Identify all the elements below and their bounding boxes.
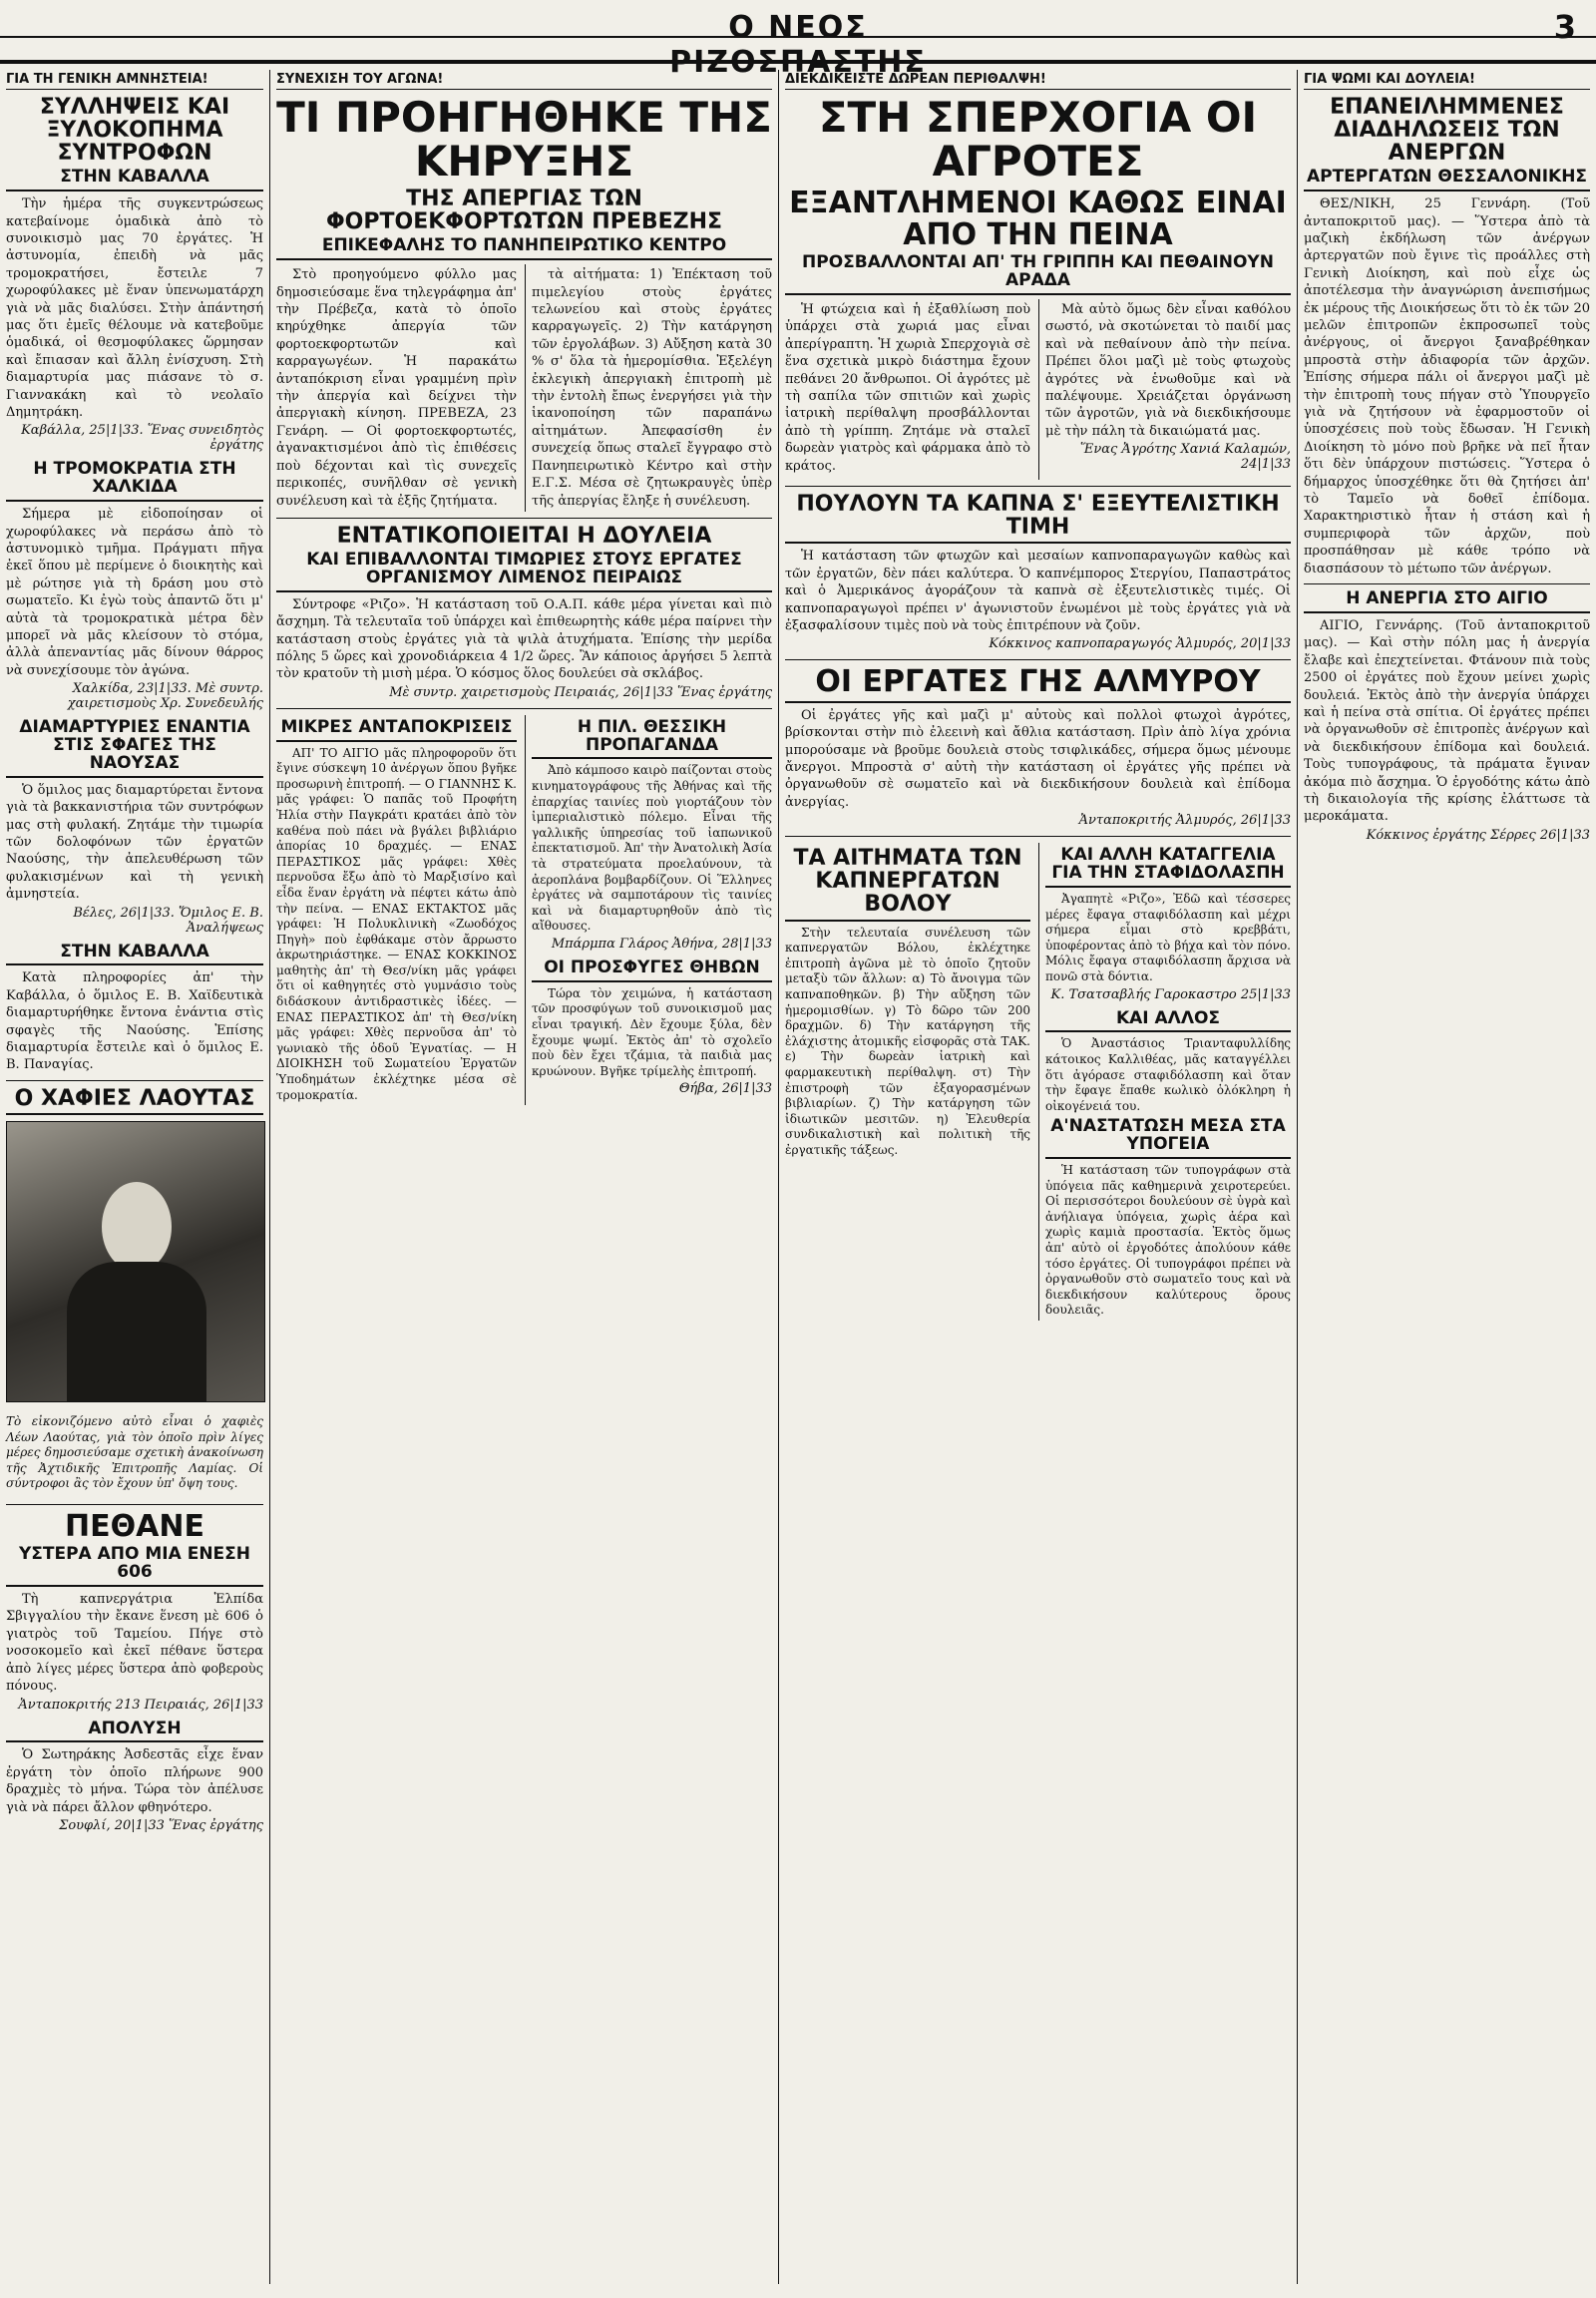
col3-mid-headline: ΠΟΥΛΟΥΝ ΤΑ ΚΑΠΝΑ Σ' ΕΞΕΥΤΕΛΙΣΤΙΚΗ ΤΙΜΗ [785,493,1291,544]
col2-mid-signature: Μὲ συντρ. χαιρετισμοὺς Πειραιάς, 26|1|33 Ἕνας ἐργάτης [389,684,772,700]
informer-photo [6,1121,265,1402]
col3-divider-3 [785,836,1291,837]
col1-headline: ΣΥΛΛΗΨΕΙΣ ΚΑΙ ΞΥΛΟΚΟΠΗΜΑ ΣΥΝΤΡΟΦΩΝ [39,95,230,167]
col1-kicker: ΓΙΑ ΤΗ ΓΕΝΙΚΗ ΑΜΝΗΣΤΕΙΑ! [6,72,263,90]
col2-ref-body: Τώρα τὸν χειμώνα, ἡ κατάσταση τῶν προσφύγων τοῦ συνοικισμοῦ μας εἶναι τραγική. Δὲν ἔχουμε ξύλα, δὲν ἔχουμε ψωμί. Ἐκτὸς ἀπ' τὸ σχολεῖο ποὺ δὲν ἔχει τζάμια, τὰ παιδιὰ μας κρυώνουν. Βγῆκε τρίμελὴς ἐπιτροπή. [532,985,772,1078]
col1-signature-3: Βέλες, 26|1|33. Ὅμιλος Ε. Β. Ἀναλήψεως [73,905,263,936]
col1-died-subhead: ΥΣΤΕΡΑ ΑΠΟ ΜΙΑ ΕΝΕΣΗ 606 [6,1546,263,1587]
col2-corr-body: ΑΠ' ΤΟ ΑΙΓΙΟ μᾶς πληροφοροῦν ὅτι ἔγινε σύσκεψη 10 ἀνέργων ὅπου βγῆκε προσωρινὴ ἐπιτροπή. — Ο ΓΙΑΝΝΗΣ Κ. μᾶς γράφει: Ὁ παπᾶς τοῦ Προφήτη Ἠλία στὴν Παγκράτι κρατάει ἀπὸ τὸν καθένα ποὺ πάει νὰ βγάλει βιβλιάριο ἀπορίας 10 δραχμές. — ΕΝΑΣ ΠΕΡΑΣΤΙΚΟΣ μᾶς γράφει: Χθὲς περνοῦσα ἔξω ἀπὸ τὸ Μαρξισίνο καὶ εἶδα ἕναν ἐργάτη νὰ πέφτει κάτω ἀπὸ τὴν πείνα. — ΕΝΑΣ ΕΚΤΑΚΤΟΣ μᾶς γράφει: Ἡ Πολυκλινικὴ «Ζωοδόχος Πηγὴ» ποὺ ἐφθάκαμε στὸν ἄρρωστο ἀκρωτηριάστηκε. — ΕΝΑΣ ΚΟΚΚΙΝΟΣ μαθητὴς ἀπ' τὴ Θεσ/νίκη μᾶς γράφει ὅτι οἱ καθηγητές στὸ γυμνάσιο τοὺς διδάσκουν ἀντιδραστικὲς ἰδέες. — ΕΝΑΣ ΠΕΡΑΣΤΙΚΟΣ ἀπ' τὴ Θεσ/νίκη μᾶς γράφει: Χθὲς περνοῦσα ἀπ' τὸ γωνιακὸ τῆς ὁδοῦ Ἐγνατίας. — Η ΔΙΟΙΚΗΣΗ τοῦ Σωματείου Ἐργατῶν Ὑποδημάτων ἐκλέχτηκε μέσα σὲ τρομοκρατία. [276,745,517,1102]
col2-prop-headline: Η ΠΙΛ. ΘΕΣΣΙΚΗ ΠΡΟΠΑΓΑΝΔΑ [532,719,772,760]
col4-subhead: ΑΡΤΕΡΓΑΤΩΝ ΘΕΣΣΑΛΟΝΙΚΗΣ [1304,169,1590,192]
col4-signature-b: Κόκκινος ἐργάτης Σέρρες 26|1|33 [1366,827,1590,843]
col2-split-2 [276,715,772,1106]
page-number: 3 [1553,8,1576,46]
col3-print-headline: Α'ΝΑΣΤΑΤΩΣΗ ΜΕΣΑ ΣΤΑ ΥΠΟΓΕΙΑ [1045,1118,1291,1159]
col4-body-a: ΘΕΣ/ΝΙΚΗ, 25 Γεννάρη. (Τοῦ ἀνταποκριτοῦ μας). — Ὕστερα ἀπὸ τὰ μαζικὴ ἐκδήλωση τῶν ἀνέργων ἀρτεργατῶν ποὺ ἔγινε τὶς προάλλες στὴ Γενικὴ Διοίκηση, καὶ ποὺ εἶχε ὡς ἀποτέλεσμα τὴν ἀναγνώριση ἀνεπισήμως ἐκ μέρους τῆς Διοικήσεως ὅτι τὸ ἐκ τῶν 20 μελῶν ἐπιτροπῶν ἐκπροσωπεῖ τοὺς ἀνέργους, οἱ ἄνεργοι ξαναβρέθηκαν μπροστὰ στὴν ἀδιαφορία τῶν ἀρχῶν. Ἐπίσης σήμερα πάλι οἱ ἄνεργοι μαζὶ μὲ τὴν ἐπιτροπὴ τους πήγαν στὸ Ὑπουργεῖο γιὰ νὰ ζητήσουν νὰ ἐφαρμοστοῦν οἱ ὑποσχέσεις ποὺ τοὺς ἔδωσαν. Ἡ Γενικὴ Διοίκηση τὸ μόνο ποὺ βρῆκε νὰ πεῖ ἦταν ὅτι δὲν ὑπάρχουν πιστώσεις. Ὕστερα ὁ δήμαρχος ὑποσχέθηκε ὅτι θὰ ζητήσει ἀπ' τὸ Ταμεῖο νὰ δοθεῖ ἐπίδομα. Χαρακτηριστικὸ ἦταν ἡ στάση καὶ ἡ συμπεριφορὰ τῶν ἀρχῶν, ποὺ προσπάθησαν μὲ κάθε τρόπο νὰ διασπάσουν τὸ μέτωπο τῶν ἀνέργων. [1304,196,1590,576]
col3-demands-body: Στὴν τελευταία συνέλευση τῶν καπνεργατῶν Βόλου, ἐκλέχτηκε ἐπιτροπὴ ἀγῶνα μὲ τὸ ὁποῖο ζητοῦν μεταξὺ τῶν ἄλλων: α) Τὸ ἄνοιγμα τῶν καπναποθηκῶν. β) Τὴν αὔξηση τῶν ἡμερομισθίων. γ) Τὸ δῶρο τῶν 200 δραχμῶν. δ) Τὴν κατάργηση τῆς ἐλάχιστης ἀτομικῆς εἰσφορᾶς στὰ ΤΑΚ. ε) Τὴν δωρεὰν ἰατρικὴ καὶ φαρμακευτικὴ περίθαλψη. στ) Τὴν ἐπιστροφὴ τῶν ἐξαγορασμένων βιβλιαρίων. ζ) Τὴν κατάργηση τῶν ἰδιωτικῶν μεσιτῶν. η) Ἐλευθερία συνδικαλιστικὴ καὶ πολιτικὴ τῆς ἐργατικῆς τάξεως. [785,925,1030,1157]
col3-body-a: Ἡ φτώχεια καὶ ἡ ἐξαθλίωση ποὺ ὑπάρχει στὰ χωριά μας εἶναι ἀπερίγραπτη. Ἡ χωριὰ Σπερχογιὰ σὲ ἕνα σχετικὰ μικρὸ διάστημα ἔχουν πεθάνει 20 ἄνθρωποι. Οἱ ἀγρότες μὲ τὴ σαπίλα τῶν σπιτιῶν καὶ χωρὶς ἰατρικὴ περίθαλψη προσβάλλονται ἀπὸ τὴ γρίππη. Ζητάμε νὰ σταλεῖ δωρεὰν γιατρὸς καὶ φάρμακα ἀπὸ τὸ κράτος. [785,301,1030,474]
col3-tobacco-signature: Κ. Τσατσαβλής Γαροκαστρο 25|1|33 [1050,986,1291,1002]
col3-workers-signature: Ἀνταποκριτής Ἀλμυρός, 26|1|33 [1078,813,1291,829]
col1-photo-caption: Τὸ εἰκονιζόμενο αὐτὸ εἶναι ὁ χαφιὲς Λέων Λαούτας, γιὰ τὸν ὁποῖο πρὶν λίγες μέρες δημοσιεύσαμε σχετικὴ ἀνακοίνωση τῆς Ἀχτιδικῆς Ἐπιτροπῆς Λαμίας. Οἱ σύντροφοι ἂς τὸν ἔχουν ὑπ' ὄψη τους. [6,1413,263,1491]
col4-section-2: Η ΑΝΕΡΓΙΑ ΣΤΟ ΑΙΓΙΟ [1304,590,1590,613]
col3-body-b: Μὰ αὐτὸ ὅμως δὲν εἶναι καθόλου σωστό, νὰ σκοτώνεται τὸ παιδί μας καὶ νὰ πεθαίνουν ἀπὸ τὴν πείνα. Πρέπει ὅλοι μαζὶ μὲ τοὺς φτωχοὺς ἀγρότες νὰ ἑνωθοῦμε καὶ νὰ παλέψουμε. Χρειάζεται ὀργάνωση τῶν ἀγροτῶν, γιὰ νὰ διεκδικήσουμε μὲ τὴν πάλη τὰ δικαιώματά μας. [1045,301,1291,439]
col1-section-2: Η ΤΡΟΜΟΚΡΑΤΙΑ ΣΤΗ ΧΑΛΚΙΔΑ [6,461,263,502]
col2-mid-headline: ΕΝΤΑΤΙΚΟΠΟΙΕΙΤΑΙ Η ΔΟΥΛΕΙΑ [336,523,712,549]
col1-body-4: Κατὰ πληροφορίες ἀπ' τὴν Καβάλλα, ὁ ὅμιλος Ε. Β. Χαϊδευτικὰ διαμαρτυρήθηκε ἔντονα ἐνάντια στὶς σφαγὲς τῆς Ναούσης. Ἐπίσης διαμαρτυρία ἔστειλε καὶ ὁ ὅμιλος Ε. Β. Παναγίας. [6,970,263,1073]
col1-divider-2 [6,1504,263,1505]
col3-also-headline: ΚΑΙ ΑΛΛΟΣ [1045,1010,1291,1033]
col1-body-1: Τὴν ἡμέρα τῆς συγκεντρώσεως κατεβαίνομε ὁμαδικὰ ἀπὸ τὸ συνοικισμὸ μας 70 ἐργάτες. Ἡ ἀστυνομία, ἐπειδὴ νὰ μᾶς τρομοκρατήσει, ἔστειλε 7 χωροφύλακες μὲ ἕναν ὑπενωματάρχη γιὰ νὰ μᾶς διαλύσει. Στὴν ἀπάντησή μας ὅτι ἐμεῖς θέλουμε νὰ κατεβοῦμε ὁμαδικά, οἱ θεσμοφύλακες ὥρμησαν καὶ ἔπιασαν καὶ ἄλλη ἐνίσχυση. Στὴ διαμαρτυρία μας πιάσανε τὸ σ. Γιαννακάκη καὶ τὸ νεολαῖο Δημητράκη. [6,196,263,420]
col3-demands-headline: ΤΑ ΑΙΤΗΜΑΤΑ ΤΩΝ ΚΑΠΝΕΡΓΑΤΩΝ ΒΟΛΟΥ [785,847,1030,921]
masthead-title: Ο ΝΕΟΣ ΡΙΖΟΣΠΑΣΤΗΣ [669,10,927,80]
col3-also-body: Ὁ Ἀναστάσιος Τριανταφυλλίδης κάτοικος Καλλιθέας, μᾶς καταγγέλλει ὅτι ἀγόρασε σταφιδόλασπη καὶ ὅταν τὴν ἔφαγε ἔπαθε κωλικὸ ὁλόκληρη ἡ οἰκογένειά του. [1045,1036,1291,1113]
col2-corr-headline: ΜΙΚΡΕΣ ΑΝΤΑΠΟΚΡΙΣΕΙΣ [276,719,517,742]
col3-subhead: ΠΡΟΣΒΑΛΛΟΝΤΑΙ ΑΠ' ΤΗ ΓΡΙΠΠΗ ΚΑΙ ΠΕΘΑΙΝΟΥΝ ΑΡΑΔΑ [785,254,1291,295]
col3-headline-2: ΕΞΑΝΤΛΗΜΕΝΟΙ ΚΑΘΩΣ ΕΙΝΑΙ ΑΠΟ ΤΗΝ ΠΕΙΝΑ [789,186,1287,252]
col3-workers-body: Οἱ ἐργάτες γῆς καὶ μαζὶ μ' αὐτοὺς καὶ πολλοὶ φτωχοὶ ἀγρότες, βρίσκονται στὴν πιὸ ἐλεεινὴ καὶ ἄθλια κατάσταση. Πρὶν ἀπὸ λίγα χρόνια μπορούσαμε νὰ βροῦμε δουλειὰ στοὺς τσιφλικάδες, σήμερα ὅμως μένουμε ἄνεργοι. Μπροστὰ σ' αὐτὴ τὴν κατάσταση οἱ ἐργάτες γῆς πρέπει νὰ ὀργανωθοῦν σὲ σωματεῖο καὶ νὰ διεκδικήσουν δουλειὰ καὶ ἐπίδομα ἀνεργίας. [785,707,1291,810]
column-3 [778,70,1297,2284]
col1-signature-2: Χαλκίδα, 23|1|33. Μὲ συντρ. χαιρετισμοὺς Χρ. Συνεδευλής [67,681,263,712]
photo-body-shape [67,1262,206,1401]
col3-split-1 [785,299,1291,480]
col2-ref-headline: ΟΙ ΠΡΟΣΦΥΓΕΣ ΘΗΒΩΝ [532,959,772,982]
col2-body-a: Στὸ προηγούμενο φύλλο μας δημοσιεύσαμε ἕνα τηλεγράφημα ἀπ' τὴν Πρέβεζα, κατὰ τὸ ὁποῖο κηρύχθηκε ἀπεργία τῶν φορτοεκφορτωτῶν καὶ καρραγωγέων. Ἡ παρακάτω ἀνταπόκριση εἶναι γραμμένη πρὶν τὴν ἀπεργία καὶ δείχνει τὴν ἀπεργιακὴ κίνηση. ΠΡΕΒΕΖΑ, 23 Γενάρη. — Οἱ φορτοεκφορτωτές, ἀγανακτισμένοι ἀπὸ τὶς ἐπιθέσεις ποὺ δέχονται καὶ τὶς συνεχεῖς περικοπές, συνῆλθαν σὲ γενικὴ συνέλευση καὶ τὰ ἐξῆς ζητήματα. [276,267,517,509]
col1-section-4: ΣΤΗΝ ΚΑΒΑΛΛΑ [6,944,263,966]
col4-kicker: ΓΙΑ ΨΩΜΙ ΚΑΙ ΔΟΥΛΕΙΑ! [1304,72,1590,90]
col1-fired-body: Ὁ Σωτηράκης Ἀσδεστᾶς εἶχε ἕναν ἐργάτη τὸν ὁποῖο πλήρωνε 900 δραχμὲς τὸ μήνα. Τώρα τὸν ἀπέλυσε γιὰ νὰ πάρει ἄλλον φθηνότερο. [6,1747,263,1815]
col2-kicker: ΣΥΝΕΧΙΣΗ ΤΟΥ ΑΓΩΝΑ! [276,72,772,90]
col3-mid-signature: Κόκκινος καπνοπαραγωγός Ἀλμυρός, 20|1|33 [989,636,1291,652]
col2-prop-body: Ἀπὸ κάμποσο καιρὸ παίζονται στοὺς κινηματογράφους τῆς Ἀθήνας καὶ τῆς ἐπαρχίας ταινίες ποὺ γιορτάζουν τὸν ἰμπεριαλιστικὸ πόλεμο. Εἶναι τῆς γαλλικῆς ὑπηρεσίας τοῦ ἰαπωνικοῦ ἐπεκτατισμοῦ. Ἀπ' τὴν Ἀνατολικὴ Ἀσία τὰ στρατεύματα προελαύνουν, τὰ ἀεροπλάνα βομβαρδίζουν. Οἱ Ἕλληνες ἐργάτες νὰ σαμποτάρουν τὶς ταινίες καὶ νὰ διαμαρτυρηθοῦν ἀπὸ τὶς αἴθουσες. [532,763,772,934]
col1-fired-signature: Σουφλί, 20|1|33 Ἕνας ἐργάτης [59,1817,263,1833]
col3-mid-body: Ἡ κατάσταση τῶν φτωχῶν καὶ μεσαίων καπνοπαραγωγῶν καθὼς καὶ τῶν ἐργατῶν, δὲν πάει καλύτερα. Ὁ καπνέμπορος Στεργίου, Παπαστράτος καὶ ὁ Ἀμερικάνος ἀγοράζουν τὰ καπνὰ σὲ ἐξευτελιστικὲς τιμές. Οἱ καπνοπαραγωγοὶ πρέπει ν' ἀγωνιστοῦν ἑνωμένοι μὲ τοὺς ἐργάτες γιὰ νὰ ἐξασφαλίσουν τιμὲς ποὺ νὰ τοὺς ἐπιτρέπουν νὰ ζοῦν. [785,549,1291,633]
col3-signature-a: Ἕνας Ἀγρότης Χανιά Καλαμών, 24|1|33 [1079,442,1291,473]
col2-mid-subhead: ΚΑΙ ΕΠΙΒΑΛΛΟΝΤΑΙ ΤΙΜΩΡΙΕΣ ΣΤΟΥΣ ΕΡΓΑΤΕΣ ΟΡΓΑΝΙΣΜΟΥ ΛΙΜΕΝΟΣ ΠΕΙΡΑΙΩΣ [276,552,772,592]
col1-body-3: Ὁ ὅμιλος μας διαμαρτύρεται ἔντονα γιὰ τὰ βακκανιστήρια τῶν συντρόφων μας στὴ φυλακή. Ζητάμε τὴν τιμωρία τῶν δολοφόνων τῶν ἐργατῶν Ναούσης, τὴν ἀπελευθέρωση τῶν φυλακισμένων καὶ τὴ γενικὴ ἀμνηστεία. [6,782,263,903]
col2-divider [276,518,772,519]
col2-ref-signature: Θήβα, 26|1|33 [678,1081,772,1097]
col3-tobacco-headline: ΚΑΙ ΑΛΛΗ ΚΑΤΑΓΓΕΛΙΑ ΓΙΑ ΤΗΝ ΣΤΑΦΙΔΟΛΑΣΠΗ [1045,847,1291,888]
col2-body-b: τὰ αἰτήματα: 1) Ἐπέκταση τοῦ πιμελεγίου στοὺς ἐργάτες τελωνείου καὶ στοὺς ἐργάτες καρραγωγεῖς. 2) Τὴν κατάργηση τῶν ἐργολάβων. 3) Αὔξηση κατὰ 30 % σ' ὅλα τὰ ἡμερομίσθια. Ἐξελέγη ἐκλεγικὴ ἀπεργιακὴ ἐπιτροπὴ μὲ τὴν ἐντολὴ ἔπως ἐνεργήσει γιὰ τὴν ἱκανοποίηση τῶν παραπάνω αἰτημάτων. Ἀπεφασίσθη ἐν συνεχείᾳ ὅπως σταλεῖ ἔγγραφο στὸ Πανηπειρωτικὸ Κέντρο καὶ στὴν Ε.Γ.Σ. Μέσα σὲ ζητωκραυγὲς ὑπὲρ τῆς ἀπεργίας ἔληξε ἡ συνέλευση. [532,267,772,509]
col3-print-body: Ἡ κατάσταση τῶν τυπογράφων στὰ ὑπόγεια πᾶς καθημερινὰ χειροτερεύει. Οἱ περισσότεροι δουλεύουν σὲ ὑγρὰ καὶ ἀνήλιαγα ὑπόγεια, χωρὶς ἀέρα καὶ χωρὶς καμιὰ προστασία. Ἐκτὸς ὅμως ἀπ' αὐτὸ οἱ ἐργοδότες ἀπολύουν κάθε τόσο ἐργάτες. Οἱ τυπογράφοι πρέπει νὰ ὀργανωθοῦν στὸ σωματεῖο τους καὶ νὰ διεκδικήσουν καλύτερους ὅρους δουλειᾶς. [1045,1163,1291,1318]
photo-head-shape [102,1182,172,1272]
col1-divider [6,1080,263,1081]
col3-headline: ΣΤΗ ΣΠΕΡΧΟΓΙΑ ΟΙ ΑΓΡΟΤΕΣ [818,93,1258,187]
col1-section-3: ΔΙΑΜΑΡΤΥΡΙΕΣ ΕΝΑΝΤΙΑ ΣΤΙΣ ΣΦΑΓΕΣ ΤΗΣ ΝΑΟΥΣΑΣ [6,719,263,778]
col2-mid-body: Σύντροφε «Ριζο». Ἡ κατάσταση τοῦ Ο.Α.Π. κάθε μέρα γίνεται καὶ πιὸ ἄσχημη. Τὰ τελευταῖα τοῦ ὑπάρχει καὶ ἐπιθεωρητὴς κάθε μέρα παίρνει τὴν κατάσταση στοὺς ἐργάτες γιὰ τὰ ψιλὰ ἀτυχήματα. Ἐπίσης τὴν μερίδα πόλης 5 ὥρες καὶ χρονοδιάρκεια 4 1/2 ὥρες. Ἂν κάπoιος ἀργήσει 5 λεπτὰ τὸν κρατοῦν τὴ μισὴ μέρα. Ὁ κόσμος ὅλος δουλεύει σὰ σκλάβος. [276,596,772,682]
col3-divider [785,486,1291,487]
col4-headline: ΕΠΑΝΕΙΛΗΜΜΕΝΕΣ ΔΙΑΔΗΛΩΣΕΙΣ ΤΩΝ ΑΝΕΡΓΩΝ [1330,95,1564,167]
col3-split-2 [785,843,1291,1321]
col1-fired-headline: ΑΠΟΛΥΣΗ [6,1721,263,1743]
col3-workers-headline: ΟΙ ΕΡΓΑΤΕΣ ΓΗΣ ΑΛΜΥΡΟΥ [785,666,1291,703]
col3-kicker: ΔΙΕΚΔΙΚΕΙΣΤΕ ΔΩΡΕΑΝ ΠΕΡΙΘΑΛΨΗ! [785,72,1291,90]
col2-split-1 [276,264,772,512]
column-2 [269,70,778,2284]
col2-headline: ΤΙ ΠΡΟΗΓΗΘΗΚΕ ΤΗΣ ΚΗΡΥΞΗΣ [276,93,772,187]
col1-died-signature: Ἀνταποκριτής 213 Πειραιάς, 26|1|33 [18,1697,263,1713]
col1-signature-1: Καβάλλα, 25|1|33. Ἕνας συνειδητὸς ἐργάτης [21,423,263,454]
col3-tobacco-body: Ἀγαπητὲ «Ριζο», Ἐδῶ καὶ τέσσερες μέρες ἔφαγα σταφιδόλασπη καὶ μέχρι σήμερα εἶμαι στὸ κρεββάτι, ὑποφέροντας ἀπὸ τὸ βήχα καὶ τὸν πόνο. Μόλις ἔφαγα σταφιδόλασπη ἄρχισα νὰ πονῶ στὰ δόντια. [1045,891,1291,983]
col1-body-2: Σήμερα μὲ εἰδοποίησαν οἱ χωροφύλακες νὰ περάσω ἀπὸ τὸ ἀστυνομικὸ τμῆμα. Πράγματι πῆγα ἐκεῖ ὅπου μὲ περίμενε ὁ διοικητὴς καὶ μὲ ρώτησε γιὰ τὴ δράση μου στὸ σωματεῖο. Κι ἐγὼ τοὺς ἀπαντῶ ὅτι μ' αὐτὰ τὰ τρομοκρατικὰ μέτρα δὲν μπορεῖ νὰ μᾶς κλείσουν τὸ στόμα, ἀλλὰ ἀπεναντίας μᾶς δίνουν θάρρος νὰ συνεχίσουμε τὸν ἀγώνα. [6,507,263,678]
col2-divider-2 [276,708,772,709]
col2-subhead-2: ΕΠΙΚΕΦΑΛΗΣ ΤΟ ΠΑΝΗΠΕΙΡΩΤΙΚΟ ΚΕΝΤΡΟ [276,237,772,260]
column-4 [1297,70,1596,2284]
col2-subhead: ΤΗΣ ΑΠΕΡΓΙΑΣ ΤΩΝ ΦΟΡΤΟΕΚΦΟΡΤΩΤΩΝ ΠΡΕΒΕΖΗΣ [325,187,723,235]
col3-divider-2 [785,659,1291,660]
col1-photo-headline: Ο ΧΑΦΙΕΣ ΛΑΟΥΤΑΣ [6,1087,263,1115]
col2-prop-signature: Μπάρμπα Γλάρος Ἀθήνα, 28|1|33 [551,936,772,952]
col1-died-headline: ΠΕΘΑΝΕ [65,1508,204,1544]
column-1 [0,70,269,2284]
col4-body-b: ΑΙΓΙΟ, Γεννάρης. (Τοῦ ἀνταποκριτοῦ μας). — Καὶ στὴν πόλη μας ἡ ἀνεργία ἔλαβε καὶ ἐπεχτείνεται. Φτάνουν πιὰ τοὺς 2500 οἱ ἐργάτες ποὺ ἔχουν μείνει χωρὶς δουλειά. Ἐκτὸς ἀπὸ τὴν ἀνεργία ὑπάρχει καὶ ἡ πείνα στὰ σπίτια. Οἱ ἐργάτες πρέπει νὰ ὀργανωθοῦν σὲ ἐπιτροπὲς ἀνέργων καὶ νὰ διεκδικήσουν ἐπίδομα καὶ δουλειά. Τοὺς τυπογράφους, τὰ πράματα ἔγιναν ἀκόμα πιὸ ἄσχημα. Ὁ ἐργοδότης κάτω ἀπὸ τὴ δικαιολογία τῆς κρίσης ἐλάττωσε τὰ μεροκάματα. [1304,617,1590,825]
col4-divider [1304,583,1590,584]
col1-died-body: Τὴ καπνεργάτρια Ἑλπίδα Σβιγγαλίου τὴν ἔκανε ἕνεση μὲ 606 ὁ γιατρὸς τοῦ Ταμείου. Πήγε στὸ νοσοκομεῖο καὶ ἐκεῖ πέθανε ὕστερα ἀπὸ λίγες μέρες ὕστερα ἀπὸ φοβεροὺς πόνους. [6,1592,263,1695]
col1-subhead: ΣΤΗΝ ΚΑΒΑΛΛΑ [6,169,263,192]
